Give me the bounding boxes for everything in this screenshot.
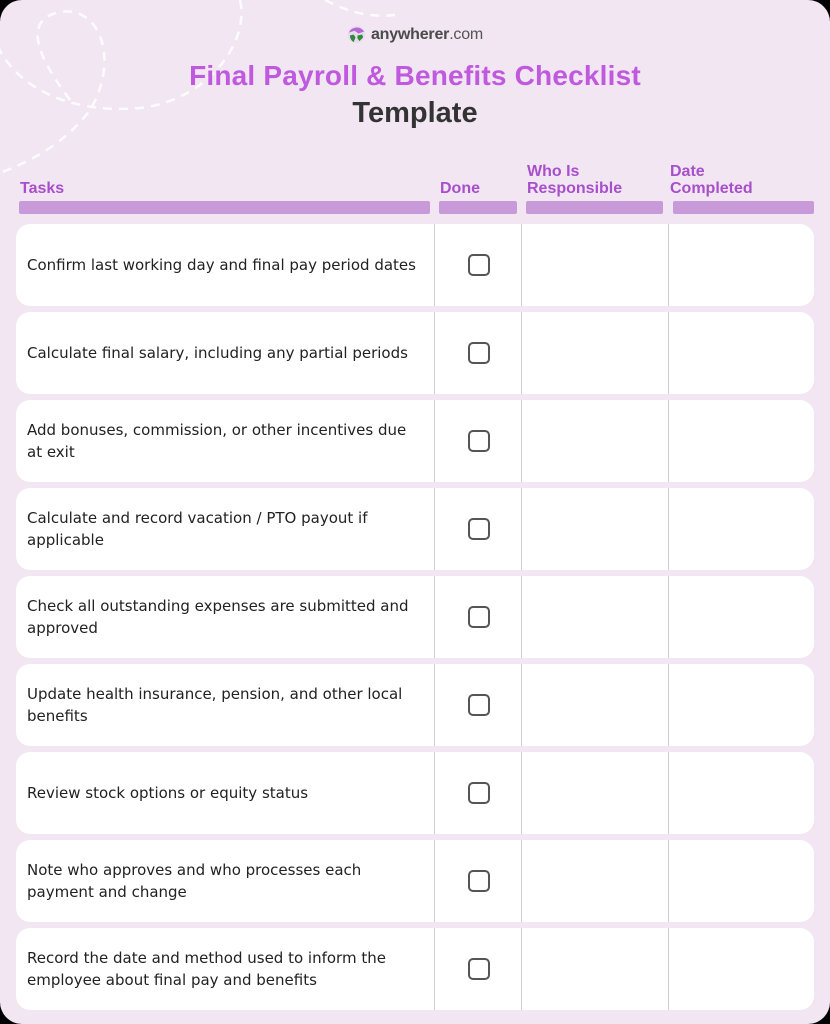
responsible-field[interactable] <box>521 576 669 658</box>
table-row <box>16 224 814 306</box>
responsible-field[interactable] <box>521 928 669 1010</box>
header-bar-done <box>439 201 517 214</box>
task-text: Update health insurance, pension, and other local benefits <box>27 685 403 725</box>
table-row <box>16 488 814 570</box>
table-row <box>16 664 814 746</box>
date-completed-field[interactable] <box>668 400 814 482</box>
column-header-who <box>527 163 622 197</box>
responsible-field[interactable] <box>521 488 669 570</box>
task-text: Calculate and record vacation / PTO payout if applicable <box>27 509 368 549</box>
task-text: Review stock options or equity status <box>27 784 309 802</box>
table-row <box>16 576 814 658</box>
column-header-who-line2: Responsible <box>527 180 623 197</box>
task-text: Check all outstanding expenses are submitted and approved <box>27 597 409 637</box>
done-checkbox[interactable] <box>468 254 490 276</box>
brand-logo <box>0 25 830 44</box>
table-row <box>16 752 814 834</box>
done-checkbox[interactable] <box>468 958 490 980</box>
done-checkbox[interactable] <box>468 870 490 892</box>
date-completed-field[interactable] <box>668 488 814 570</box>
header-bar-date <box>673 201 814 214</box>
task-text: Calculate final salary, including any partial periods <box>27 344 408 362</box>
column-header-date <box>670 163 753 197</box>
done-cell <box>434 312 522 394</box>
table-row <box>16 840 814 922</box>
date-completed-field[interactable] <box>668 664 814 746</box>
responsible-field[interactable] <box>521 752 669 834</box>
column-header-date-line2: Completed <box>670 180 753 197</box>
task-text: Confirm last working day and final pay period dates <box>27 256 416 274</box>
column-header-done: Done <box>440 180 480 197</box>
column-header-tasks: Tasks <box>20 180 65 197</box>
responsible-field[interactable] <box>521 664 669 746</box>
column-header-who-line1: Who Is <box>527 163 580 180</box>
task-text: Add bonuses, commission, or other incentives due at exit <box>27 421 407 461</box>
brand-name: anywherer.com <box>370 25 484 43</box>
done-cell <box>434 664 522 746</box>
done-checkbox[interactable] <box>468 518 490 540</box>
header-bar-tasks <box>19 201 430 214</box>
date-completed-field[interactable] <box>668 576 814 658</box>
date-completed-field[interactable] <box>668 312 814 394</box>
page-subtitle: Template <box>352 97 478 129</box>
responsible-field[interactable] <box>521 400 669 482</box>
globe-icon <box>347 25 366 44</box>
table-row <box>16 928 814 1010</box>
done-checkbox[interactable] <box>468 342 490 364</box>
page-title: Final Payroll & Benefits Checklist <box>189 60 641 91</box>
date-completed-field[interactable] <box>668 224 814 306</box>
done-checkbox[interactable] <box>468 782 490 804</box>
task-text: Record the date and method used to inform the employee about final pay and benefits <box>27 949 386 989</box>
done-cell <box>434 400 522 482</box>
done-checkbox[interactable] <box>468 430 490 452</box>
date-completed-field[interactable] <box>668 752 814 834</box>
table-row <box>16 312 814 394</box>
done-checkbox[interactable] <box>468 694 490 716</box>
date-completed-field[interactable] <box>668 928 814 1010</box>
done-cell <box>434 752 522 834</box>
column-header-date-line1: Date <box>670 163 705 180</box>
done-cell <box>434 488 522 570</box>
task-text: Note who approves and who processes each payment and change <box>27 861 362 901</box>
done-checkbox[interactable] <box>468 606 490 628</box>
responsible-field[interactable] <box>521 224 669 306</box>
done-cell <box>434 576 522 658</box>
date-completed-field[interactable] <box>668 840 814 922</box>
header-bar-who <box>526 201 663 214</box>
table-row <box>16 400 814 482</box>
responsible-field[interactable] <box>521 312 669 394</box>
done-cell <box>434 928 522 1010</box>
done-cell <box>434 224 522 306</box>
done-cell <box>434 840 522 922</box>
responsible-field[interactable] <box>521 840 669 922</box>
